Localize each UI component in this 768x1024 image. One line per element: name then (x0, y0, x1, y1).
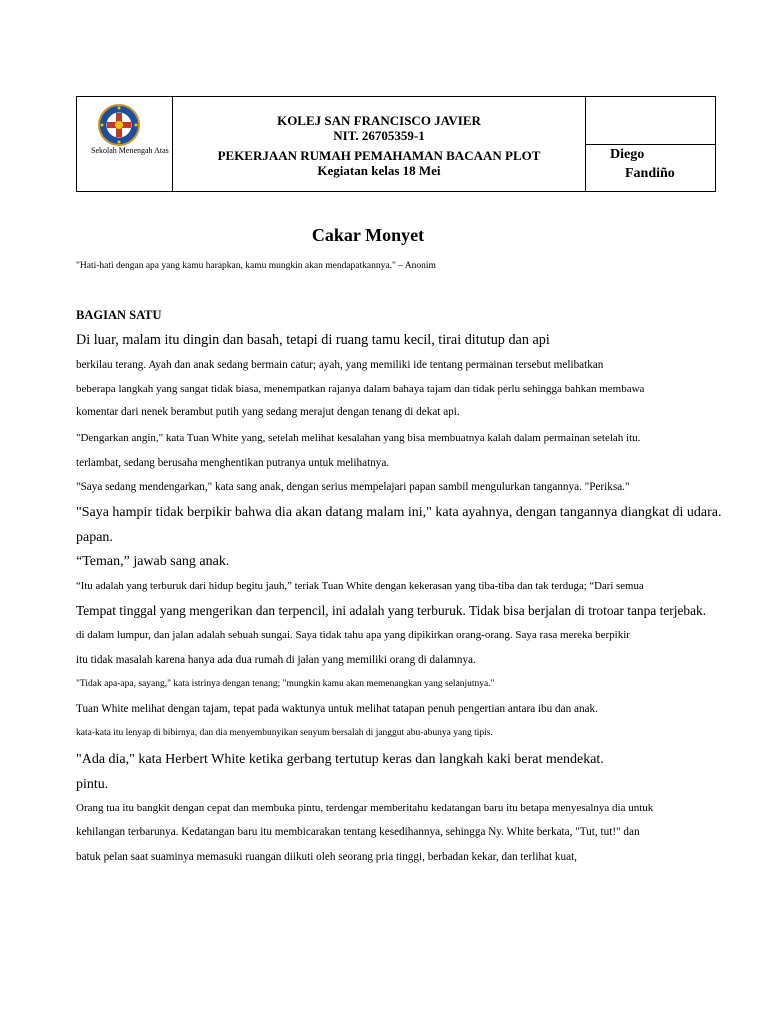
paragraph-line: "Tidak apa-apa, sayang," kata istrinya dengan tenang; "mungkin kamu akan memenangkan yang selanjutnya." (76, 679, 495, 689)
paragraph-line: “Teman,” jawab sang anak. (76, 554, 230, 569)
paragraph-line: kehilangan terbarunya. Kedatangan baru itu membicarakan tentang kesedihannya, sehingga Ny. White berkata, "Tut, tut!" dan (76, 826, 640, 838)
paragraph-line: beberapa langkah yang sangat tidak biasa, menempatkan rajanya dalam bahaya tajam dan tidak perlu sehingga bahkan membawa (76, 383, 645, 395)
paragraph-line: Tempat tinggal yang mengerikan dan terpencil, ini adalah yang terburuk. Tidak bisa berjalan di trotoar tanpa terjebak. (76, 603, 707, 618)
paragraph-line: komentar dari nenek berambut putih yang sedang merajut dengan tenang di dekat api. (76, 406, 460, 418)
paragraph-line: kata-kata itu lenyap di bibirnya, dan dia menyembunyikan senyum bersalah di janggut abu-abunya yang tipis. (76, 728, 493, 738)
paragraph-line: pintu. (76, 777, 109, 792)
student-first-name: Diego (610, 147, 645, 162)
title-cell (173, 97, 586, 191)
paragraph-line: Tuan White melihat dengan tajam, tepat pada waktunya untuk melihat tatapan penuh pengertian antara ibu dan anak. (76, 703, 598, 715)
paragraph-line: batuk pelan saat suaminya memasuki ruangan diikuti oleh seorang pria tinggi, berbadan kekar, dan terlihat kuat, (76, 851, 577, 863)
paragraph-line: Di luar, malam itu dingin dan basah, tetapi di ruang tamu kecil, tirai ditutup dan api (76, 332, 550, 348)
paragraph-line: "Dengarkan angin," kata Tuan White yang, setelah melihat kesalahan yang bisa membuatnya kalah dalam permainan setelah itu. (76, 432, 641, 444)
paragraph-line: papan. (76, 530, 113, 545)
school-nit: NIT. 26705359-1 (333, 128, 425, 143)
section-heading: BAGIAN SATU (76, 308, 162, 322)
paragraph-line: berkilau terang. Ayah dan anak sedang bermain catur; ayah, yang memiliki ide tentang permainan tersebut melibatkan (76, 359, 604, 371)
header-table (76, 96, 716, 192)
assignment-title: PEKERJAAN RUMAH PEMAHAMAN BACAAN PLOT (217, 148, 541, 163)
student-cell (586, 97, 715, 191)
student-last-name: Fandiño (625, 166, 675, 181)
paragraph-line: itu tidak masalah karena hanya ada dua rumah di jalan yang memiliki orang di dalamnya. (76, 654, 476, 666)
paragraph-line: Orang tua itu bangkit dengan cepat dan membuka pintu, terdengar memberitahu kedatangan baru itu betapa menyesalnya dia untuk (76, 802, 654, 814)
epigraph: "Hati-hati dengan apa yang kamu harapkan, kamu mungkin akan mendapatkannya." – Anonim (76, 261, 436, 271)
class-activity: Kegiatan kelas 18 Mei (317, 163, 441, 178)
paragraph-line: “Itu adalah yang terburuk dari hidup begitu jauh,” teriak Tuan White dengan kekerasan yang tiba-tiba dan tak terduga; “Dari semua (76, 580, 644, 592)
paragraph-line: "Saya hampir tidak berpikir bahwa dia akan datang malam ini," kata ayahnya, dengan tangannya diangkat di udara. (76, 505, 722, 520)
cell-divider (586, 144, 715, 145)
school-crest-icon (98, 104, 140, 146)
document-title: Cakar Monyet (311, 225, 425, 245)
paragraph-line: di dalam lumpur, dan jalan adalah sebuah sungai. Saya tidak tahu apa yang dipikirkan orang-orang. Saya rasa mereka berpikir (76, 629, 630, 641)
paragraph-line: "Ada dia," kata Herbert White ketika gerbang tertutup keras dan langkah kaki berat mendekat. (76, 752, 604, 767)
paragraph-line: "Saya sedang mendengarkan," kata sang anak, dengan serius mempelajari papan sambil mengulurkan tangannya. "Periksa." (76, 481, 630, 493)
logo-cell (77, 97, 173, 191)
logo-caption: Sekolah Menengah Atas (91, 146, 169, 155)
school-name: KOLEJ SAN FRANCISCO JAVIER (277, 113, 481, 128)
paragraph-line: terlambat, sedang berusaha menghentikan putranya untuk melihatnya. (76, 457, 390, 469)
